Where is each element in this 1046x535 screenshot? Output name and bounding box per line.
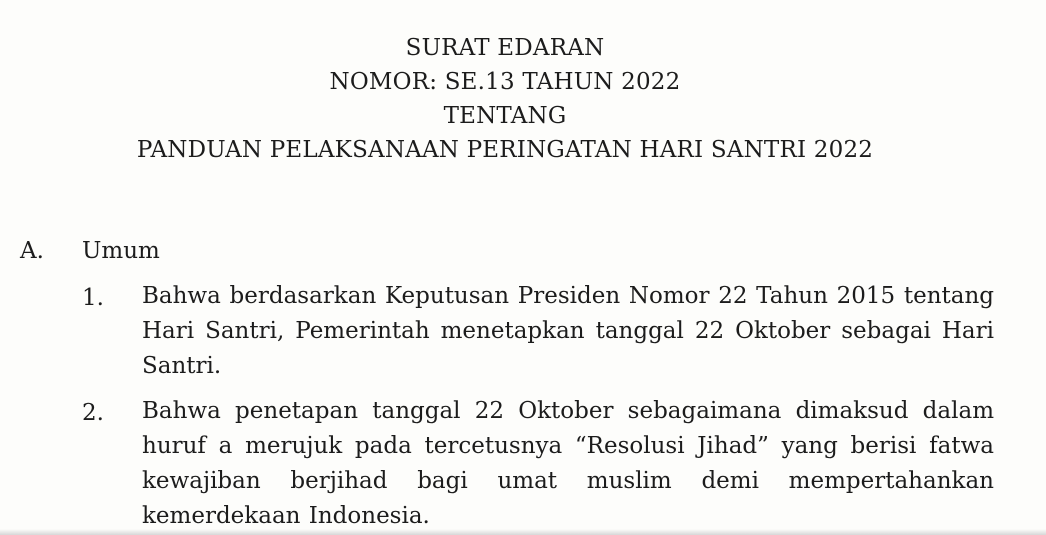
about-heading: TENTANG — [443, 103, 567, 129]
section-title: Umum — [82, 238, 160, 264]
page-bottom-edge — [0, 529, 1046, 535]
document-number-heading: NOMOR: SE.13 TAHUN 2022 — [329, 69, 681, 95]
list-item-number: 2. — [82, 400, 104, 426]
document-type-heading: SURAT EDARAN — [405, 35, 605, 61]
document-subject-heading: PANDUAN PELAKSANAAN PERINGATAN HARI SANTRI 2022 — [136, 137, 874, 163]
list-item-text: Bahwa berdasarkan Keputusan Presiden Nomor 22 Tahun 2015 tentang Hari Santri, Pemerintah menetapkan tanggal 22 Oktober sebagai Hari Santri. — [142, 283, 994, 379]
section-letter: A. — [20, 238, 44, 264]
list-item-number: 1. — [82, 285, 104, 311]
list-item-text: Bahwa penetapan tanggal 22 Oktober sebagaimana dimaksud dalam huruf a merujuk pada tercetusnya “Resolusi Jihad” yang berisi fatwa kewajiban berjihad bagi umat muslim demi mempertahankan kemerdekaan Indonesia. — [142, 398, 994, 529]
